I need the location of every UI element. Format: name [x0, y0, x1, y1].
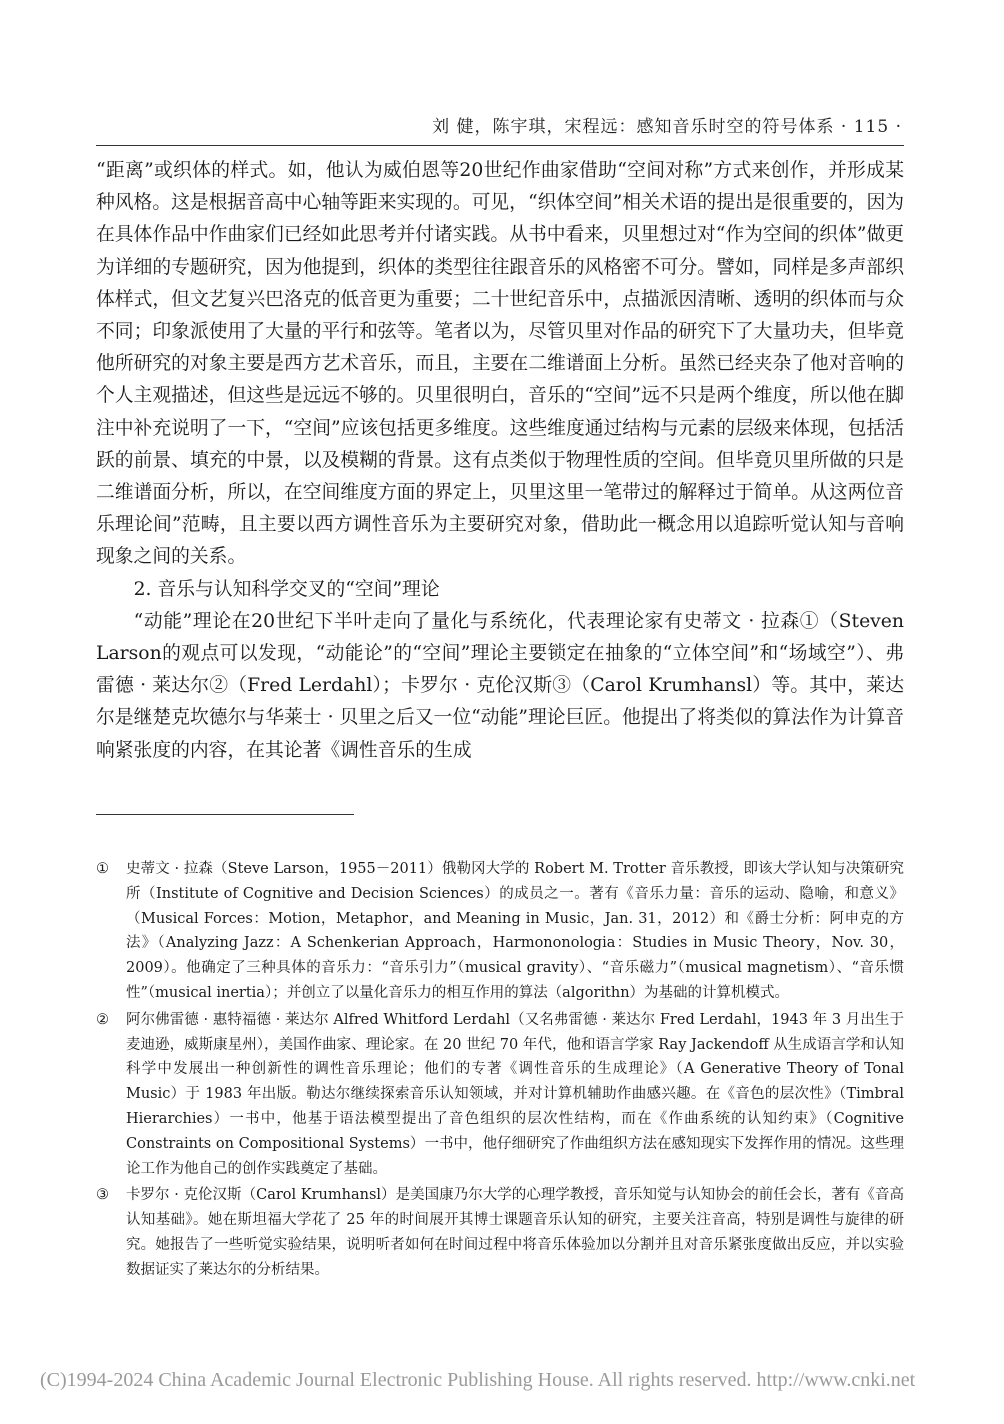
copyright-footer: (C)1994-2024 China Academic Journal Electronic Publishing House. All rights reserved. http://www.cnki.net	[40, 1369, 916, 1391]
section-heading: 2. 音乐与认知科学交叉的“空间”理论	[133, 578, 440, 600]
body-text	[96, 155, 904, 767]
footnote-2	[96, 1008, 904, 1182]
body-paragraph: “距离”或织体的样式。如，他认为威伯恩等20世纪作曲家借助“空间对称”方式来创作，并形成某种风格。这是根据音高中心轴等距来实现的。可见，“织体空间”相关术语的提出是很重要的，因为在具体作品中作曲家们已经如此思考并付诸实践。从书中看来，贝里想过对“作为空间的织体”做更为详细的专题研究，因为他提到，织体的类型往往跟音乐的风格密不可分。譬如，同样是多声部织体样式，但文艺复兴巴洛克的低音更为重要；二十世纪音乐中，点描派因清晰、透明的织体而与众不同；印象派使用了大量的平行和弦等。笔者以为，尽管贝里对作品的研究下了大量功夫，但毕竟他所研究的对象主要是西方艺术音乐，而且，主要在二维谱面上分析。虽然已经夹杂了他对音响的个人主观描述，但这些是远远不够的。贝里很明白，音乐的“空间”远不只是两个维度，所以他在脚注中补充说明了一下，“空间”应该包括更多维度。这些维度通过结构与元素的层级来体现，包括活跃的前景、填充的中景，以及模糊的背景。这有点类似于物理性质的空间。但毕竟贝里所做的只是二维谱面分析，所以，在空间维度方面的界定上，贝里这里一笔带过的解释过于简单。从这两位音乐理论间”范畴，且主要以西方调性音乐为主要研究对象，借助此一概念用以追踪听觉认知与音响现象之间的关系。	[96, 160, 905, 568]
footnote-marker: ③	[96, 1187, 109, 1204]
footnote-text: 卡罗尔 · 克伦汉斯（Carol Krumhansl）是美国康乃尔大学的心理学教授，音乐知觉与认知协会的前任会长，著有《音高认知基础》。她在斯坦福大学花了 25 年的时间展开其博士课题音乐认知的研究，主要关注音高，特别是调性与旋律的研究。她报告了一些听觉实验结果，说明听者如何在时间过程中将音乐体验加以分割并且对音乐紧张度做出反应，并以实验数据证实了莱达尔的分析结果。	[126, 1187, 904, 1278]
body-paragraph: “动能”理论在20世纪下半叶走向了量化与系统化，代表理论家有史蒂文 · 拉森①（Steven Larson的观点可以发现，“动能论”的“空间”理论主要锁定在抽象的“立体空间”和“场域空”）、弗雷德 · 莱达尔②（Fred Lerdahl）；卡罗尔 · 克伦汉斯③（Carol Krumhansl）等。其中，莱达尔是继楚克坎德尔与华莱士 · 贝里之后又一位“动能”理论巨匠。他提出了将类似的算法作为计算音响紧张度的内容，在其论著《调性音乐的生成	[96, 610, 904, 761]
footnote-text: 史蒂文 · 拉森（Steve Larson，1955－2011）俄勒冈大学的 Robert M. Trotter 音乐教授，即该大学认知与决策研究所（Institute of Cognitive and Decision Sciences）的成员之一。著有《音乐力量：音乐的运动、隐喻，和意义》（Musical Forces：Motion，Metaphor，and Meaning in Music，Jan. 31，2012）和《爵士分析：阿申克的方法》（Analyzing Jazz：A Schenkerian Approach，Harmononologia：Studies in Music Theory，Nov. 30，2009）。他确定了三种具体的音乐力：“音乐引力”（musical gravity）、“音乐磁力”（musical magnetism）、“音乐惯性”（musical inertia）；并创立了以量化音乐力的相互作用的算法（algorithn）为基础的计算机模式。	[126, 861, 904, 1001]
header-rule	[96, 145, 904, 146]
running-header: 刘 健，陈宇琪，宋程远：感知音乐时空的符号体系 · 115 ·	[432, 117, 902, 137]
footnote-marker: ②	[96, 1011, 109, 1028]
footnote-1	[96, 857, 904, 1006]
footnote-marker: ①	[96, 861, 109, 877]
footnotes	[96, 857, 904, 1285]
footnote-3	[96, 1183, 904, 1282]
footnote-rule	[96, 814, 354, 815]
footnote-text: 阿尔佛雷德 · 惠特福德 · 莱达尔 Alfred Whitford Lerdahl（又名弗雷德 · 莱达尔 Fred Lerdahl，1943 年 3 月出生于麦迪逊，威斯康星州），美国作曲家、理论家。在 20 世纪 70 年代，他和语言学家 Ray Jackendoff 从生成语言学和认知科学中发展出一种创新性的调性音乐理论；他们的专著《调性音乐的生成理论》（A Generative Theory of Tonal Music）于 1983 年出版。勒达尔继续探索音乐认知领域，并对计算机辅助作曲感兴趣。在《音色的层次性》（Timbral Hierarchies）一书中，他基于语法模型提出了音色组织的层次性结构，而在《作曲系统的认知约束》（Cognitive Constraints on Compositional Systems）一书中，他仔细研究了作曲组织方法在感知现实下发挥作用的情况。这些理论工作为他自己的创作实践奠定了基础。	[126, 1011, 904, 1177]
